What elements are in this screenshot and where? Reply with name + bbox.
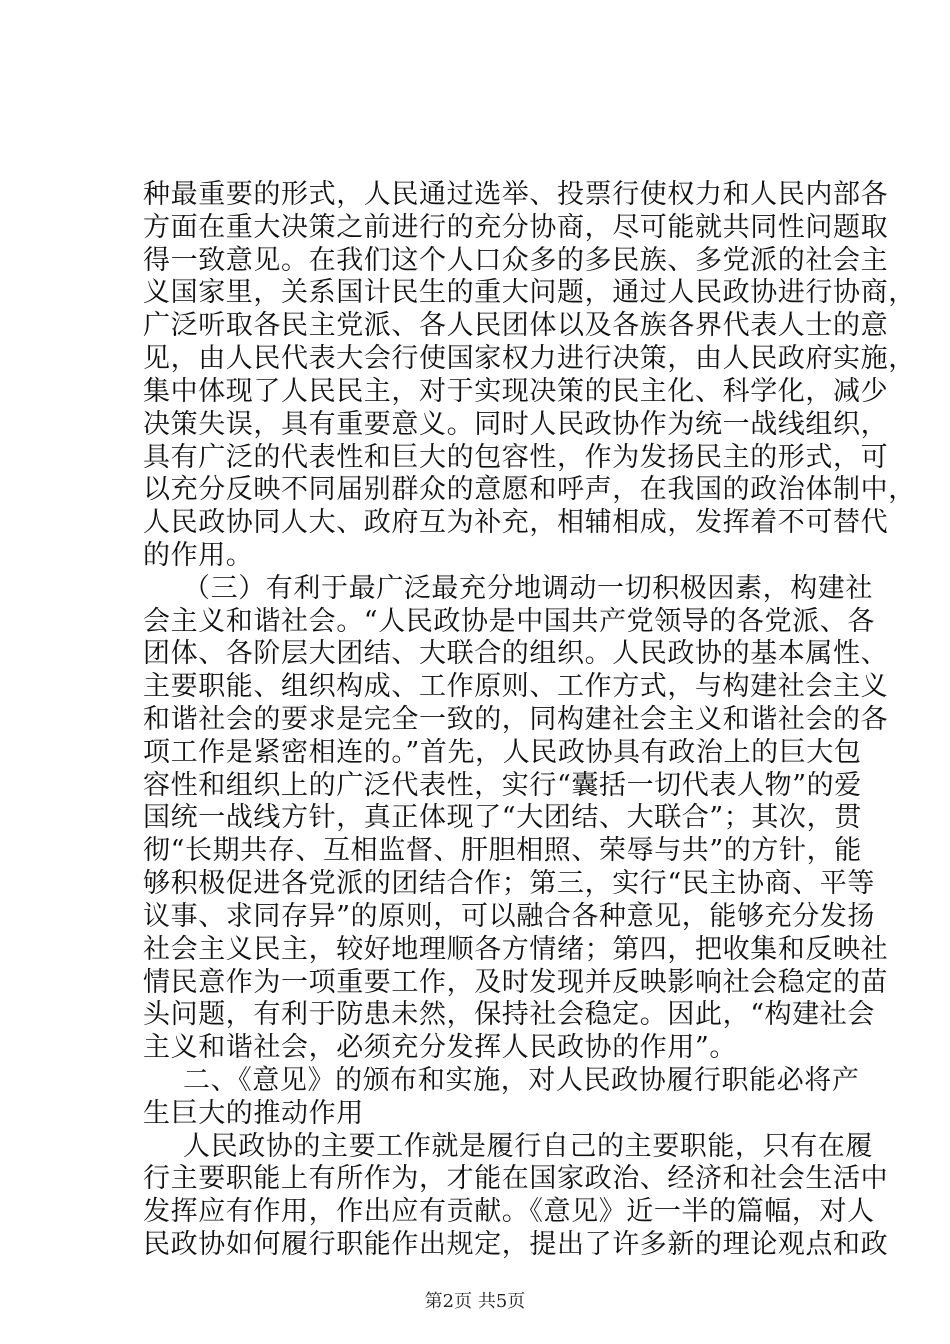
text-line: 人民政协同人大、政府互为补充，相辅相成，发挥着不可替代 [143, 507, 889, 538]
text-line: 行主要职能上有所作为，才能在国家政治、经济和社会生活中 [143, 1163, 889, 1194]
text-line: 广泛听取各民主党派、各人民团体以及各族各界代表人士的意 [143, 310, 889, 341]
text-line: 彻“长期共存、互相监督、肝胆相照、荣辱与共”的方针，能 [143, 835, 862, 866]
paragraph-start: 人民政协的主要工作就是履行自己的主要职能，只有在履 [183, 1131, 873, 1162]
text-line: 主义和谐社会，必须充分发挥人民政协的作用”。 [143, 1032, 738, 1063]
text-line: 决策失误，具有重要意义。同时人民政协作为统一战线组织， [143, 409, 889, 440]
text-line: 会主义和谐社会。“人民政协是中国共产党领导的各党派、各 [143, 606, 876, 637]
text-line: 情民意作为一项重要工作，及时发现并反映影响社会稳定的苗 [143, 967, 889, 998]
text-line: 以充分反映不同届别群众的意愿和呼声，在我国的政治体制中， [143, 474, 916, 505]
text-line: 社会主义民主，较好地理顺各方情绪；第四，把收集和反映社 [143, 934, 889, 965]
text-line: 头问题，有利于防患未然，保持社会稳定。因此，“构建社会 [143, 999, 876, 1030]
text-line: 民政协如何履行职能作出规定，提出了许多新的理论观点和政 [143, 1229, 889, 1260]
text-line: 够积极促进各党派的团结合作；第三，实行“民主协商、平等 [143, 868, 876, 899]
text-line: 得一致意见。在我们这个人口众多的多民族、多党派的社会主 [143, 245, 889, 276]
text-line: 的作用。 [143, 540, 254, 571]
text-line: 容性和组织上的广泛代表性，实行“囊括一切代表人物”的爱 [143, 770, 862, 801]
text-line: 项工作是紧密相连的。”首先，人民政协具有政治上的巨大包 [143, 737, 862, 768]
section-heading: 二、《意见》的颁布和实施，对人民政协履行职能必将产 [183, 1065, 860, 1096]
text-line: 方面在重大决策之前进行的充分协商，尽可能就共同性问题取 [143, 212, 889, 243]
text-line: 团体、各阶层大团结、大联合的组织。人民政协的基本属性、 [143, 638, 889, 669]
section-heading-cont: 生巨大的推动作用 [143, 1098, 364, 1129]
text-line: 见，由人民代表大会行使国家权力进行决策，由人民政府实施， [143, 343, 916, 374]
text-line: 具有广泛的代表性和巨大的包容性，作为发扬民主的形式，可 [143, 442, 889, 473]
text-line: 议事、求同存异”的原则，可以融合各种意见，能够充分发扬 [143, 901, 876, 932]
paragraph-start: （三）有利于最广泛最充分地调动一切积极因素，构建社 [183, 573, 873, 604]
text-line: 和谐社会的要求是完全一致的，同构建社会主义和谐社会的各 [143, 704, 889, 735]
page-footer: 第2页 共5页 [424, 1291, 526, 1312]
text-line: 主要职能、组织构成、工作原则、工作方式，与构建社会主义 [143, 671, 889, 702]
text-line: 义国家里，关系国计民生的重大问题，通过人民政协进行协商， [143, 277, 916, 308]
text-line: 集中体现了人民民主，对于实现决策的民主化、科学化，减少 [143, 376, 889, 407]
text-line: 国统一战线方针，真正体现了“大团结、大联合”；其次，贯 [143, 802, 862, 833]
text-line: 种最重要的形式，人民通过选举、投票行使权力和人民内部各 [143, 179, 889, 210]
text-line: 发挥应有作用，作出应有贡献。《意见》近一半的篇幅，对人 [143, 1196, 875, 1227]
